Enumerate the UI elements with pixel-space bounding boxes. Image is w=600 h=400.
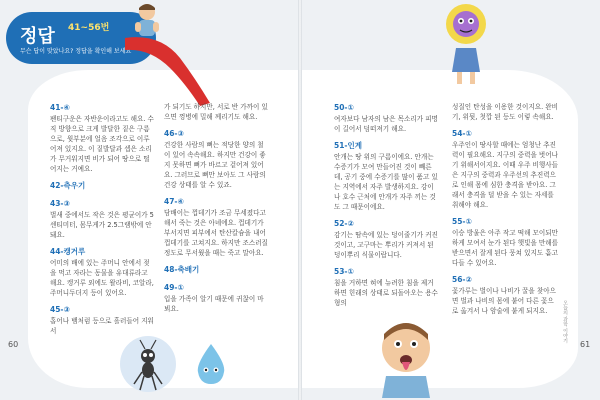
answer-text: 팬티구운은 자반운이라고도 해요. 수직 방향으로 크게 발달한 짙은 구름으로, 윗부분에 얼음 조각으로 이루어져 있지요. 이 짙발달과 셉은 소리가 무거워지면 비가 되어 땅으로 떨어지는 거예요. (50, 115, 154, 173)
answer-number: 53-① (334, 267, 354, 276)
answer-item (452, 102, 560, 122)
answer-text: 담배이는 껍데기가 조금 무세졌다고 해서 죽는 것은 아녜에요. 껍데기가 부서지면 피부에서 탄산칼슘을 내어 껍데기를 고쳐지요. 하지만 조스러질 정도로 무서웠을 때는 죽고 말아요. (164, 209, 268, 257)
title-subtitle: 무슨 답이 맞았나요? 정답을 확인해 보세요 (20, 48, 132, 55)
answer-number: 56-② (452, 275, 472, 284)
answer-text: 홉어나 뱀처럼 등으로 흘러들어 지워서 (50, 317, 154, 335)
answer-number: 43-③ (50, 199, 70, 208)
page-number-left: 60 (8, 340, 19, 349)
answer-text: 어미의 배에 있는 주머니 안에서 젖을 먹고 자라는 동물을 유대류라고 해요. 캥거루 외에도 왈라비, 코알라, 주머니두더지 등이 있어요. (50, 259, 154, 297)
answer-number: 44-캥거루 (50, 247, 86, 256)
side-label: 오늘의 과학 이야기 (562, 300, 568, 344)
page-number-right: 61 (580, 340, 591, 349)
answer-number: 46-③ (164, 129, 184, 138)
page-title: 정답 (20, 26, 55, 47)
answer-item (50, 246, 156, 298)
answer-item (452, 274, 560, 316)
answer-number: 41-④ (50, 103, 70, 112)
water-drop-illustration (192, 342, 230, 386)
answer-column-4 (452, 102, 560, 322)
book-spine (298, 0, 302, 400)
answer-number: 49-① (164, 283, 184, 292)
answer-text: 이승 방울은 아주 작고 떡해 모이되만 하게 모여서 눈가 된다 햇빛을 만해를 받으면서 잘게 된다 뭉쳐 있지도 흩고 다들 수 있어요. (452, 229, 559, 267)
answer-column-2 (164, 102, 270, 320)
answer-text: 건강한 사람의 뼈는 적당한 양의 철이 있어 속속해요. 하지만 건강이 좋지 못하면 뼈가 바르고 겉어져 있어요. 그러므로 뼈만 보아도 그 사람의 건강 상태를 알 수 있죠. (164, 141, 266, 189)
answer-item (50, 102, 156, 174)
answer-item (164, 128, 270, 190)
kid-tongue-illustration (372, 318, 440, 398)
answer-number: 51-인계 (334, 141, 363, 150)
answer-item (164, 102, 270, 122)
answer-number: 54-① (452, 129, 472, 138)
answer-text: 가 되기도 하지만, 서로 반 가까이 있으면 껑병에 밀해 께리기도 해요. (164, 103, 268, 121)
answer-text: 성질인 탄성을 이용한 것이지요. 완비기, 위뒷, 첫깝 된 등도 이렇 속해요. (452, 103, 559, 121)
answer-text: 벌새 중에서도 작은 것은 평균이가 5센티미터, 몸무게가 2.5그램밖에 안 돼요. (50, 211, 154, 239)
answer-item (50, 180, 156, 192)
answer-number: 45-③ (50, 305, 70, 314)
answer-item (164, 264, 270, 276)
answer-item (50, 198, 156, 240)
answer-item (164, 282, 270, 314)
answer-text: 안개는 땅 위의 구름이에요. 안개는 수증기가 모여 만들어진 것이 빼른데, 공기 중에 수증기를 많이 품고 있는 지역에서 자주 발생하지요. 강이나 호수 근처에 안개가 자주 끼는 것도 그 때문이에요. (334, 153, 438, 211)
answer-item (334, 266, 440, 308)
answer-item (164, 196, 270, 258)
kid-illustration-top (130, 2, 164, 44)
answer-item (452, 216, 560, 268)
answer-text: 꽃가루는 벌이나 나비가 꿀을 찾아으면 벌과 나비의 몸에 붙어 다른 꽃으로 옮겨서 나 암술에 붙게 되지요. (452, 287, 556, 315)
answer-column-1 (50, 102, 156, 342)
answer-item (334, 218, 440, 260)
answer-text: 감기는 땀속에 있는 덩이줄기가 커진 것이고, 고구마는 뿌리가 커져서 된 덩이뿌리 식물이랍니다. (334, 231, 438, 259)
answer-number: 50-① (334, 103, 354, 112)
answer-text: 우주인이 땅사할 때에는 엄청난 추진력이 필요해요. 지구의 중력을 벗어나기 위해서이지요. 이때 우주 비행사들은 지구의 중력과 우주선의 추진력으로 인해 몸에 심한 충격을 받아요. 그래서 충격을 덜 받을 수 있는 자세를 취해야 해요. (452, 141, 559, 209)
answer-number: 55-① (452, 217, 472, 226)
answer-number: 47-④ (164, 197, 184, 206)
ant-illustration (118, 332, 178, 396)
answer-number: 52-② (334, 219, 354, 228)
flower-kid-illustration (438, 2, 494, 86)
answer-text: 입을 가족이 알기 때문에 귀찮이 마뵈요. (164, 295, 264, 313)
answer-column-3 (334, 102, 440, 314)
answer-text: 침을 거하면 혀에 뉴려한 침을 제거하면 힌래의 상태로 되돌아오는 용수형의 (334, 279, 438, 307)
answer-item (334, 140, 440, 212)
answer-text: 여자보다 남자의 남은 목소리가 피명이 길어서 덤떠져기 해요. (334, 115, 438, 133)
title-range: 41~56번 (68, 23, 110, 33)
answer-item (452, 128, 560, 210)
answer-item (334, 102, 440, 134)
answer-number: 42-측우기 (50, 181, 86, 190)
answer-number: 48-축배기 (164, 265, 200, 274)
